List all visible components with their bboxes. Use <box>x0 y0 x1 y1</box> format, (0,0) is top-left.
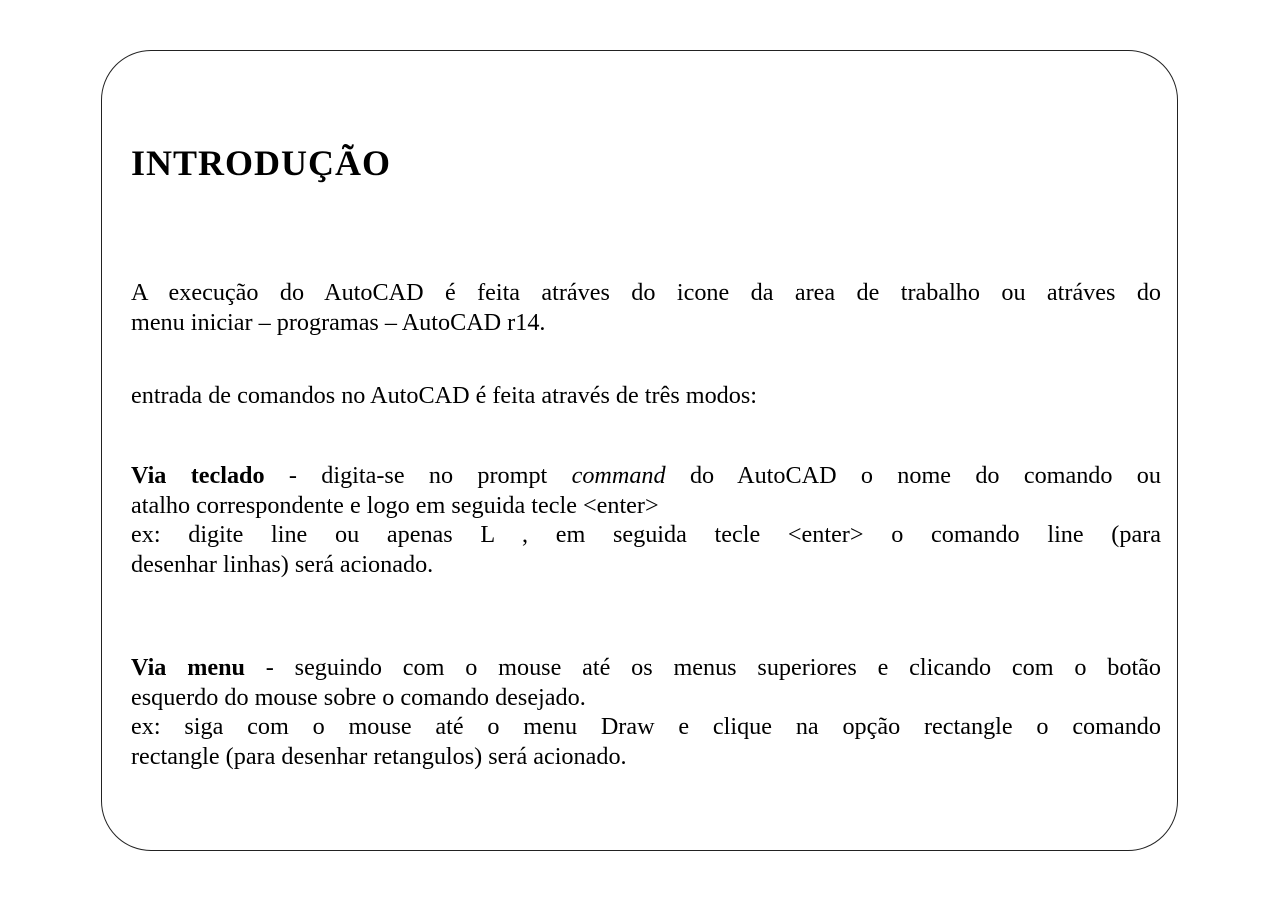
paragraph-line: entrada de comandos no AutoCAD é feita através de três modos: <box>131 382 758 409</box>
paragraph-line: atalho correspondente e logo em seguida tecle <enter> <box>131 491 659 519</box>
text-fragment: - seguindo com o mouse até os menus superiores e clicando com o botão <box>244 654 1162 681</box>
paragraph-line <box>131 461 1161 491</box>
paragraph-line <box>131 653 1161 683</box>
page-title: INTRODUÇÃO <box>131 143 392 183</box>
via-menu-label: Via menu <box>131 654 245 681</box>
paragraph-line: desenhar linhas) será acionado. <box>131 550 434 578</box>
via-teclado-label: Via teclado <box>131 462 265 489</box>
paragraph-line: ex: digite line ou apenas L , em seguida tecle <enter> o comando line (para <box>131 521 1161 548</box>
paragraph-command-entry <box>131 381 1161 411</box>
paragraph-via-teclado <box>131 461 1161 579</box>
paragraph-line: esquerdo do mouse sobre o comando desejado. <box>131 683 586 711</box>
paragraph-via-menu <box>131 653 1161 771</box>
paragraph-line: rectangle (para desenhar retangulos) será acionado. <box>131 742 627 770</box>
command-italic: command <box>571 462 666 489</box>
paragraph-execution <box>131 278 1161 337</box>
text-fragment: - digita-se no prompt <box>264 462 572 489</box>
paragraph-line: menu iniciar – programas – AutoCAD r14. <box>131 308 546 336</box>
text-fragment: do AutoCAD o nome do comando ou <box>665 462 1161 489</box>
paragraph-line: ex: siga com o mouse até o menu Draw e clique na opção rectangle o comando <box>131 713 1161 740</box>
paragraph-line: A execução do AutoCAD é feita atráves do icone da area de trabalho ou atráves do <box>131 279 1161 306</box>
